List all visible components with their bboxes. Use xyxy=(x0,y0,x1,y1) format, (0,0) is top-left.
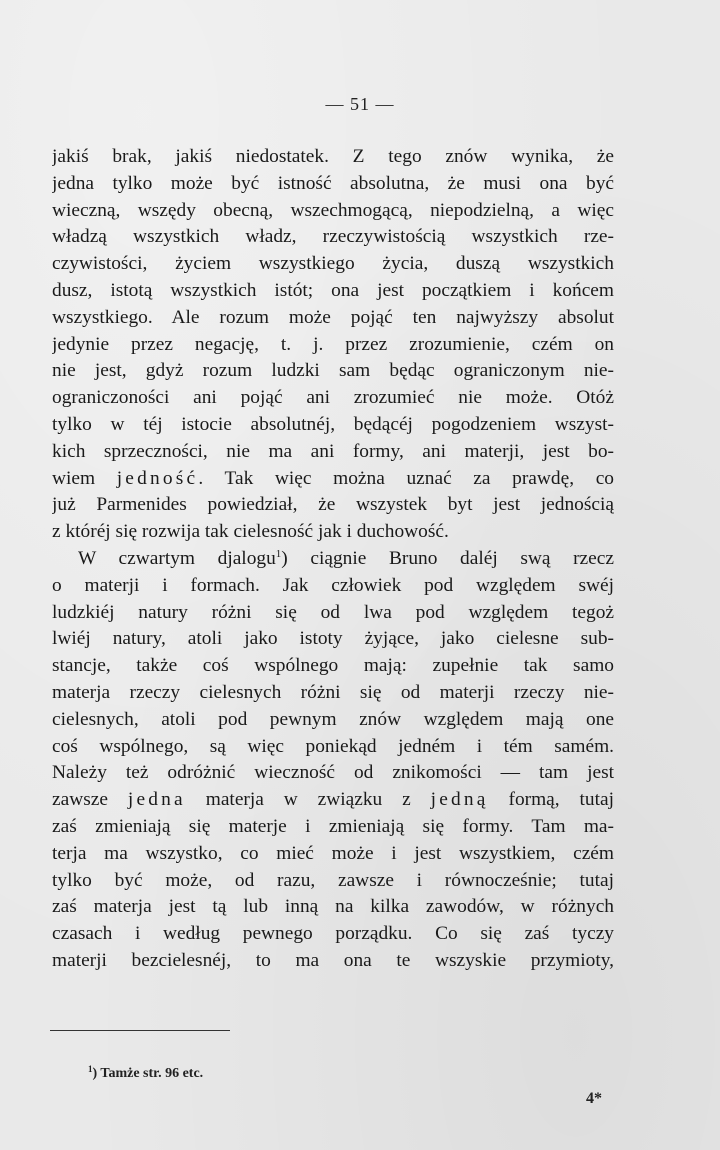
footnote-divider xyxy=(50,1030,230,1031)
line-text: materja rzeczy cielesnych różni się od materji rzeczy nie- xyxy=(52,681,614,703)
line-text: materji bezcielesnéj, to ma ona te wszyskie przymioty, xyxy=(52,949,614,971)
line-text: Należy też odróżnić wieczność od znikomości — tam jest xyxy=(52,762,614,784)
text-line xyxy=(52,171,614,198)
text-line xyxy=(52,251,614,278)
line-text: kich sprzeczności, nie ma ani formy, ani materji, jest bo- xyxy=(52,440,614,462)
line-text: terja ma wszystko, co mieć może i jest wszystkiem, czém xyxy=(52,842,614,864)
text-line xyxy=(52,894,614,921)
line-text: tylko być może, od razu, zawsze i równocześnie; tutaj xyxy=(52,869,614,891)
footnote-text: ) Tamże str. 96 etc. xyxy=(92,1066,204,1081)
emphasized-word: jedność xyxy=(116,467,199,489)
body-text xyxy=(52,144,614,975)
text-line xyxy=(52,466,614,493)
line-text: czywistości, życiem wszystkiego życia, duszą wszystkich xyxy=(52,253,614,275)
line-text: jakiś brak, jakiś niedostatek. Z tego znów wynika, że xyxy=(52,146,614,167)
line-text: o materji i formach. Jak człowiek pod względem swéj xyxy=(52,574,614,596)
line-text: jedynie przez negację, t. j. przez zrozumienie, czém on xyxy=(52,333,614,355)
line-text: władzą wszystkich władz, rzeczywistością wszystkich rze- xyxy=(52,226,614,248)
text-line xyxy=(52,385,614,412)
text-line xyxy=(52,787,614,814)
line-text: . Tak więc można uznać za prawdę, co xyxy=(198,467,614,489)
line-text: wieczną, wszędy obecną, wszechmogącą, niepodzielną, a więc xyxy=(52,199,614,221)
footnote xyxy=(88,1066,203,1082)
text-line xyxy=(52,921,614,948)
text-line xyxy=(52,600,614,627)
line-text: ) ciągnie Bruno daléj swą rzecz xyxy=(281,547,614,569)
text-line xyxy=(52,278,614,305)
text-line xyxy=(52,760,614,787)
text-line xyxy=(52,868,614,895)
line-text: dusz, istotą wszystkich istót; ona jest początkiem i końcem xyxy=(52,279,614,301)
text-line xyxy=(52,144,614,171)
line-text: zawsze xyxy=(52,789,128,811)
text-line xyxy=(52,358,614,385)
text-line xyxy=(52,224,614,251)
line-text: wiem xyxy=(52,467,117,489)
line-text: coś wspólnego, są więc poniekąd jedném i tém samém. xyxy=(52,735,614,757)
line-text: zaś materja jest tą lub inną na kilka zawodów, w różnych xyxy=(52,896,614,918)
line-text: z któréj się rozwija tak cielesność jak i duchowość. xyxy=(52,521,449,543)
text-line xyxy=(52,573,614,600)
text-line xyxy=(52,332,614,359)
line-text: zaś zmieniają się materje i zmieniają się formy. Tam ma- xyxy=(52,815,614,837)
text-line xyxy=(52,412,614,439)
footnote-reference: 1 xyxy=(275,547,282,560)
line-text: nie jest, gdyż rozum ludzki sam będąc ograniczonym nie- xyxy=(52,360,614,382)
text-line xyxy=(52,492,614,519)
line-text: materja w związku z xyxy=(185,789,431,811)
line-text: stancje, także coś wspólnego mają: zupełnie tak samo xyxy=(52,655,614,677)
text-line xyxy=(52,734,614,761)
text-line xyxy=(52,546,614,573)
text-line xyxy=(52,653,614,680)
text-line xyxy=(52,680,614,707)
line-text: lwiéj natury, atoli jako istoty żyjące, jako cielesne sub- xyxy=(52,628,614,650)
line-text: cielesnych, atoli pod pewnym znów względem mają one xyxy=(52,708,614,730)
text-line xyxy=(52,841,614,868)
line-text: formą, tutaj xyxy=(488,789,614,811)
line-text: ludzkiéj natury różni się od lwa pod względem tegoż xyxy=(52,601,614,623)
emphasized-word: jedna xyxy=(127,789,186,811)
line-text: tylko w téj istocie absolutnéj, będącéj pogodzeniem wszyst- xyxy=(52,413,614,435)
text-line xyxy=(52,519,614,546)
text-line xyxy=(52,948,614,975)
line-text: ograniczoności ani pojąć ani zrozumieć nie może. Otóż xyxy=(52,387,614,409)
signature-mark: 4* xyxy=(586,1090,602,1107)
footnote-mark: 1 xyxy=(88,1064,93,1074)
text-line xyxy=(52,439,614,466)
text-line xyxy=(52,626,614,653)
line-text: czasach i według pewnego porządku. Co się zaś tyczy xyxy=(52,923,614,945)
text-line xyxy=(52,305,614,332)
text-line xyxy=(52,814,614,841)
line-text: wszystkiego. Ale rozum może pojąć ten najwyższy absolut xyxy=(52,306,614,328)
text-line xyxy=(52,707,614,734)
line-text: W czwartym djalogu xyxy=(78,547,276,569)
line-text: już Parmenides powiedział, że wszystek byt jest jednością xyxy=(52,494,614,516)
text-line xyxy=(52,198,614,225)
emphasized-word: jedną xyxy=(430,789,489,811)
line-text: jedna tylko może być istność absolutna, że musi ona być xyxy=(52,172,614,194)
page-number: — 51 — xyxy=(325,94,395,114)
